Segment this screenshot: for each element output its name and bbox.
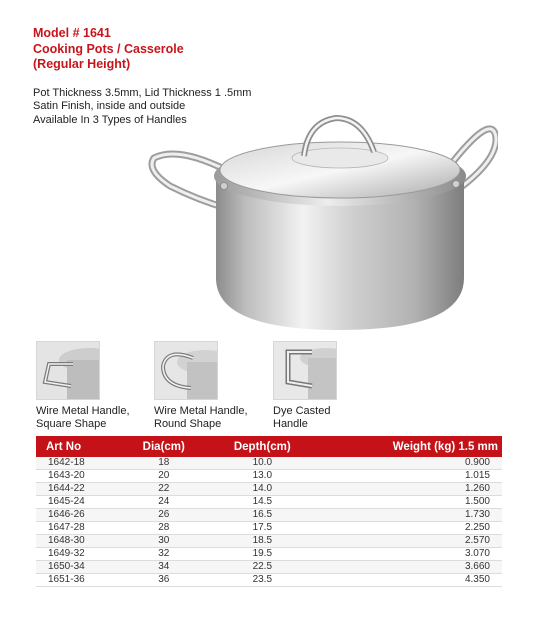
table-cell: 19.5 — [207, 548, 317, 561]
table-cell: 1648-30 — [36, 535, 120, 548]
caption-line: Handle — [273, 418, 308, 430]
table-row — [36, 496, 502, 509]
table-row — [36, 574, 502, 587]
table-cell: 18.5 — [207, 535, 317, 548]
table-cell: 26 — [120, 509, 207, 522]
table-cell: 36 — [120, 574, 207, 587]
table-cell: 24 — [120, 496, 207, 509]
die-cast-handle-photo — [273, 341, 337, 400]
product-subtitle: (Regular Height) — [33, 57, 131, 71]
table-cell: 10.0 — [207, 457, 317, 470]
table-cell: 30 — [120, 535, 207, 548]
table-cell: 1642-18 — [36, 457, 120, 470]
table-cell: 32 — [120, 548, 207, 561]
table-cell: 13.0 — [207, 470, 317, 483]
product-name: Cooking Pots / Casserole — [33, 41, 184, 56]
caption-line: Round Shape — [154, 418, 222, 430]
header-depth: Depth(cm) — [207, 436, 317, 457]
caption-line: Square Shape — [36, 418, 107, 430]
table-cell: 1643-20 — [36, 470, 120, 483]
table-cell: 22.5 — [207, 561, 317, 574]
table-cell: 1.730 — [317, 509, 502, 522]
table-cell: 18 — [120, 457, 207, 470]
spec-handles: Available In 3 Types of Handles — [33, 113, 187, 126]
model-number: Model # 1641 — [33, 26, 111, 40]
table-row — [36, 470, 502, 483]
header-weight: Weight (kg) 1.5 mm — [317, 436, 502, 457]
table-row — [36, 457, 502, 470]
table-cell: 2.250 — [317, 522, 502, 535]
table-cell: 1651-36 — [36, 574, 120, 587]
table-cell: 1644-22 — [36, 483, 120, 496]
table-cell: 34 — [120, 561, 207, 574]
table-cell: 1647-28 — [36, 522, 120, 535]
table-row — [36, 548, 502, 561]
cooking-pot-image — [148, 108, 498, 333]
spec-finish: Satin Finish, inside and outside — [33, 100, 186, 113]
table-cell: 1.015 — [317, 470, 502, 483]
square-wire-handle-photo — [36, 341, 100, 400]
table-cell: 1.500 — [317, 496, 502, 509]
table-cell: 1650-34 — [36, 561, 120, 574]
table-cell: 1649-32 — [36, 548, 120, 561]
table-cell: 14.5 — [207, 496, 317, 509]
header-art-no: Art No — [36, 436, 120, 457]
table-cell: 28 — [120, 522, 207, 535]
table-cell: 3.070 — [317, 548, 502, 561]
table-row — [36, 509, 502, 522]
table-header-row — [36, 436, 502, 457]
specification-table — [36, 436, 502, 587]
caption-line: Wire Metal Handle, — [154, 405, 248, 417]
product-title-block — [33, 26, 184, 73]
table-cell: 22 — [120, 483, 207, 496]
table-cell: 16.5 — [207, 509, 317, 522]
table-row — [36, 561, 502, 574]
table-cell: 3.660 — [317, 561, 502, 574]
table-cell: 1.260 — [317, 483, 502, 496]
table-row — [36, 535, 502, 548]
table-cell: 17.5 — [207, 522, 317, 535]
spec-thickness: Pot Thickness 3.5mm, Lid Thickness 1 .5mm — [33, 87, 252, 99]
table-cell: 0.900 — [317, 457, 502, 470]
table-row — [36, 522, 502, 535]
handle-caption-round — [154, 405, 248, 431]
table-row — [36, 483, 502, 496]
table-body — [36, 457, 502, 587]
table-cell: 1646-26 — [36, 509, 120, 522]
handle-caption-die-cast — [273, 405, 330, 431]
header-diameter: Dia(cm) — [120, 436, 207, 457]
table-cell: 20 — [120, 470, 207, 483]
table-cell: 23.5 — [207, 574, 317, 587]
round-wire-handle-photo — [154, 341, 218, 400]
caption-line: Dye Casted — [273, 405, 331, 417]
table-cell: 2.570 — [317, 535, 502, 548]
table-cell: 4.350 — [317, 574, 502, 587]
table-cell: 14.0 — [207, 483, 317, 496]
table-cell: 1645-24 — [36, 496, 120, 509]
caption-line: Wire Metal Handle, — [36, 405, 130, 417]
handle-caption-square — [36, 405, 130, 431]
